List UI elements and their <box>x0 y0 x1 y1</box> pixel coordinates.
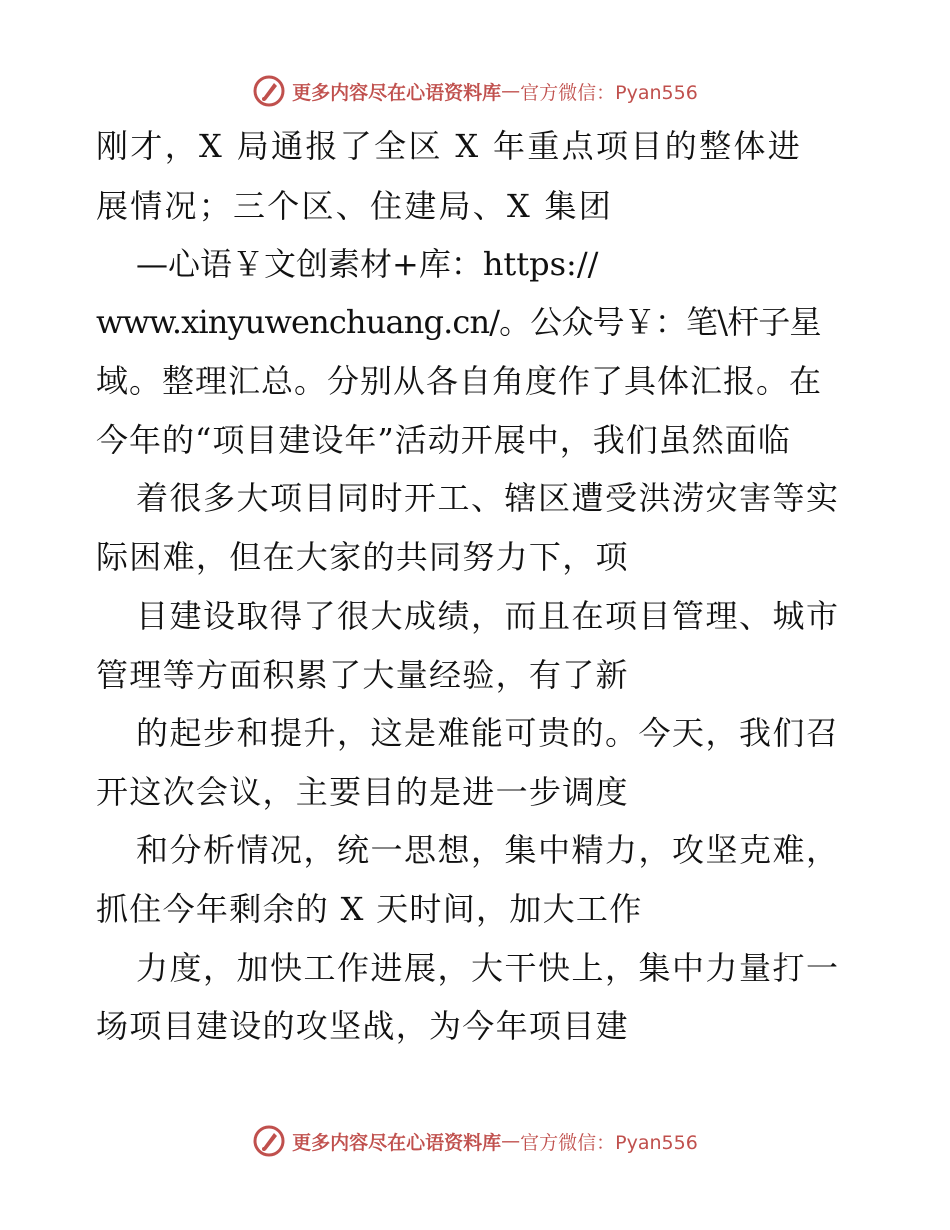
body-line: 今年的“项目建设年”活动开展中，我们虽然面临 <box>96 421 791 459</box>
body-line: 场项目建设的攻坚战，为今年项目建 <box>96 1007 629 1045</box>
footer-watermark <box>0 1121 950 1161</box>
body-line: 的起步和提升，这是难能可贵的。今天，我们召 <box>136 714 840 752</box>
header-watermark <box>0 71 950 111</box>
body-line: 力度，加快工作进展，大干快上，集中力量打一 <box>136 949 840 987</box>
watermark-brand: 更多内容尽在心语资料库 <box>292 81 502 104</box>
body-line: 管理等方面积累了大量经验，有了新 <box>96 656 629 694</box>
body-line: 抓住今年剩余的 X 天时间，加大工作 <box>96 890 643 928</box>
watermark-brand: 更多内容尽在心语资料库 <box>292 1131 502 1154</box>
body-line: 开这次会议，主要目的是进一步调度 <box>96 773 629 811</box>
watermark-wechat: 官方微信：Pyan556 <box>520 1131 698 1154</box>
body-line: 际困难，但在大家的共同努力下，项 <box>96 538 629 576</box>
body-line: 和分析情况，统一思想，集中精力，攻坚克难， <box>136 831 840 869</box>
pen-logo-icon <box>252 74 286 108</box>
body-line: www.xinyuwenchuang.cn/。公众号￥：笔\杆子星 <box>96 303 821 341</box>
body-line: 着很多大项目同时开工、辖区遭受洪涝灾害等实 <box>136 479 840 517</box>
body-line: —心语￥文创素材+库：https:// <box>136 245 599 283</box>
watermark-separator: — <box>501 80 521 102</box>
body-line: 域。整理汇总。分别从各自角度作了具体汇报。在 <box>96 362 823 400</box>
body-line: 刚才，X 局通报了全区 X 年重点项目的整体进 <box>96 127 803 165</box>
body-line: 目建设取得了很大成绩，而且在项目管理、城市 <box>136 597 840 635</box>
body-line: 展情况；三个区、住建局、X 集团 <box>96 187 613 225</box>
watermark-separator: — <box>501 1130 521 1152</box>
pen-logo-icon <box>252 1124 286 1158</box>
watermark-wechat: 官方微信：Pyan556 <box>520 81 698 104</box>
